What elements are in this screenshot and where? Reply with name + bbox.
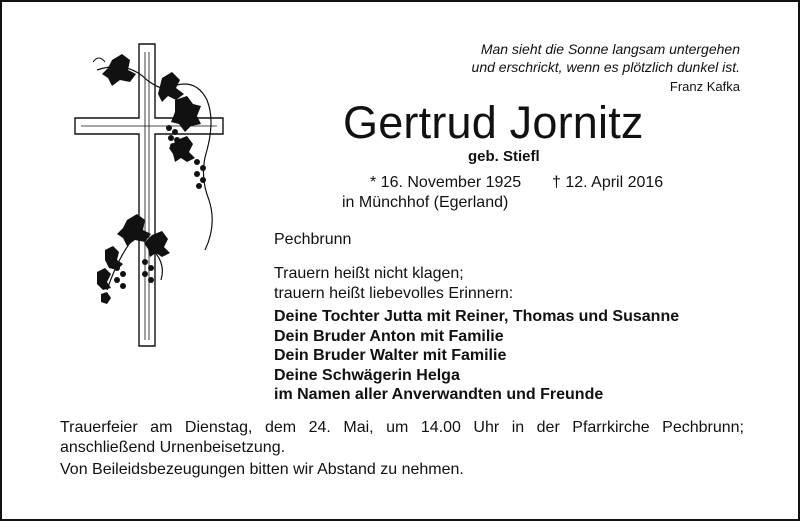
quote — [320, 40, 740, 96]
mourner-line: Dein Bruder Anton mit Familie — [274, 327, 504, 345]
mourner-line: Dein Bruder Walter mit Familie — [274, 347, 507, 364]
quote-line-2: und erschrickt, wenn es plötzlich dunkel ist. — [471, 59, 740, 75]
condolence-note: Von Beileidsbezeugungen bitten wir Abstand zu nehmen. — [60, 461, 464, 478]
death-date: † 12. April 2016 — [552, 174, 664, 191]
birth-date: * 16. November 1925 — [370, 174, 522, 191]
verse — [274, 264, 513, 304]
mourner-line: im Namen aller Anverwandten und Freunde — [274, 386, 604, 403]
birthplace: in Münchhof (Egerland) — [342, 194, 509, 211]
mourners-list — [274, 307, 679, 405]
mourner-line: Deine Schwägerin Helga — [274, 366, 460, 384]
town: Pechbrunn — [274, 231, 352, 248]
verse-line-1: Trauern heißt nicht klagen; — [274, 265, 464, 282]
quote-author: Franz Kafka — [669, 79, 740, 94]
mourner-line: Deine Tochter Jutta mit Reiner, Thomas und Susanne — [274, 308, 680, 325]
quote-line-1: Man sieht die Sonne langsam untergehen — [480, 41, 740, 57]
maiden-name: geb. Stiefl — [468, 148, 540, 165]
deceased-name: Gertrud Jornitz — [343, 97, 644, 148]
funeral-info: Trauerfeier am Dienstag, dem 24. Mai, um 14.00 Uhr in der Pfarrkirche Pechbrunn; anschließend Urnenbeisetzung. — [60, 419, 744, 456]
cross-with-vine-icon — [57, 40, 237, 360]
verse-line-2: trauern heißt liebevolles Erinnern: — [274, 285, 514, 302]
